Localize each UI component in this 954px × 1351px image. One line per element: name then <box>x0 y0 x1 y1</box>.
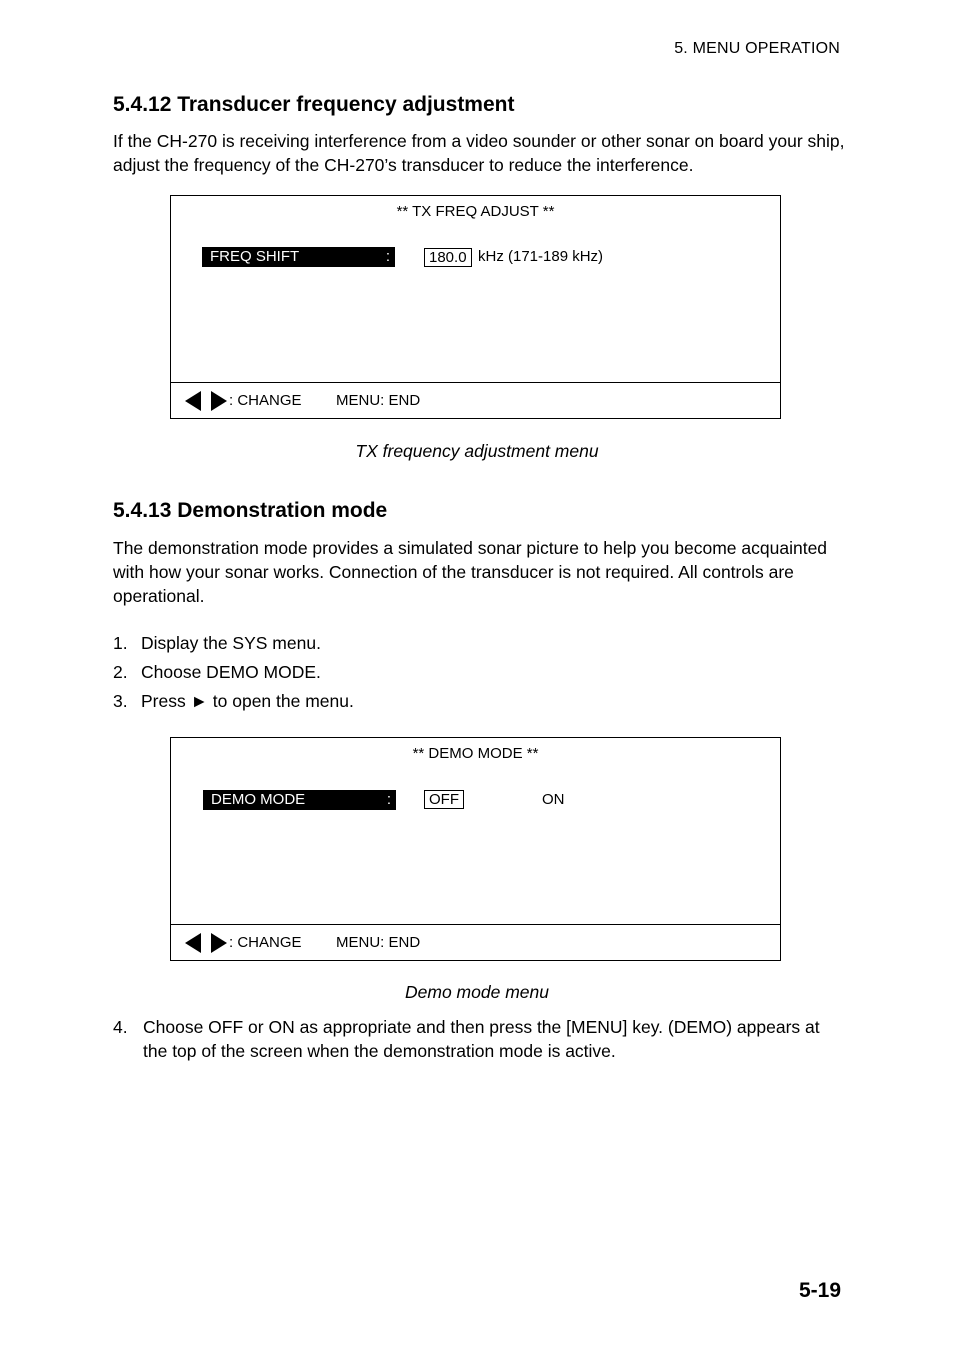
tx-menu-footer <box>171 382 780 418</box>
demo-footer-change: : CHANGE <box>229 934 302 951</box>
step-text: Press ► to open the menu. <box>141 691 354 711</box>
step-number: 3. <box>113 691 128 711</box>
demo-menu-caption: Demo mode menu <box>405 982 549 1002</box>
demo-menu-title: ** DEMO MODE ** <box>412 745 539 762</box>
tx-menu-title: ** TX FREQ ADJUST ** <box>396 203 555 220</box>
freq-shift-label-text: FREQ SHIFT <box>210 248 300 265</box>
step-text: Display the SYS menu. <box>141 633 321 653</box>
page-number: 5-19 <box>798 1279 841 1302</box>
right-arrow-icon <box>211 933 227 953</box>
step-number: 2. <box>113 662 128 682</box>
step-item <box>113 1015 848 1063</box>
demo-footer-end: MENU: END <box>336 934 421 951</box>
demo-mode-colon: : <box>386 791 391 808</box>
step-text: Choose DEMO MODE. <box>141 662 321 682</box>
running-header: 5. MENU OPERATION <box>674 40 840 57</box>
step-text: Choose OFF or ON as appropriate and then press the [MENU] key. (DEMO) appears at the top of the screen when the demonstration mode is active. <box>143 1017 820 1061</box>
freq-shift-colon: : <box>385 248 390 265</box>
step-item <box>113 633 321 654</box>
tx-footer-change: : CHANGE <box>229 392 302 409</box>
freq-shift-range: kHz (171-189 kHz) <box>478 248 604 265</box>
left-arrow-icon <box>185 933 201 953</box>
freq-shift-label <box>202 247 395 267</box>
demo-mode-label-text: DEMO MODE <box>211 791 306 808</box>
section-paragraph-freq-adjust: If the CH-270 is receiving interference from a video sounder or other sonar on board your ship, adjust the frequency of the CH-270’s transducer to reduce the interference. <box>113 131 845 175</box>
tx-footer-end: MENU: END <box>336 392 421 409</box>
demo-option-off: OFF <box>424 790 464 809</box>
left-arrow-icon <box>185 391 201 411</box>
tx-menu-caption: TX frequency adjustment menu <box>355 441 599 461</box>
section-title-freq-adjust: 5.4.12 Transducer frequency adjustment <box>113 93 515 116</box>
demo-mode-label <box>203 790 396 810</box>
right-arrow-icon <box>211 391 227 411</box>
demo-mode-menu-figure <box>170 737 781 961</box>
tx-freq-menu-figure <box>170 195 781 419</box>
demo-menu-footer <box>171 924 780 960</box>
freq-shift-value: 180.0 <box>424 248 472 267</box>
demo-option-on: ON <box>542 791 565 808</box>
section-paragraph-demo-mode: The demonstration mode provides a simulated sonar picture to help you become acquainted with how your sonar works. Connection of the transducer is not required. All controls are operational. <box>113 538 828 606</box>
step-number: 4. <box>113 1017 128 1037</box>
step-item <box>113 691 354 712</box>
section-title-demo-mode: 5.4.13 Demonstration mode <box>113 499 388 522</box>
step-item <box>113 662 321 683</box>
step-number: 1. <box>113 633 128 653</box>
